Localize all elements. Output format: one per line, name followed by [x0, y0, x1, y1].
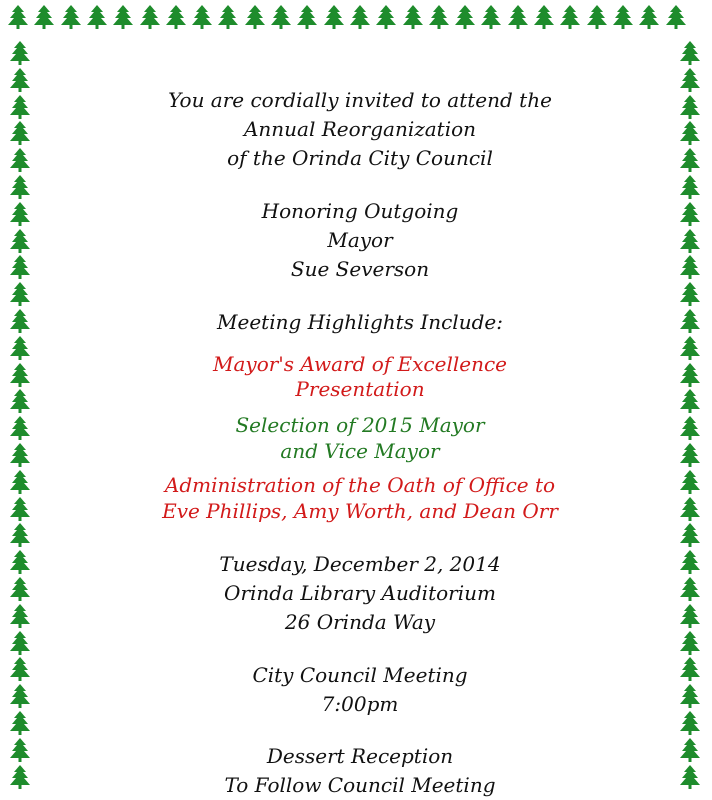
christmas-tree-icon [678, 710, 702, 736]
selection-line-2: and Vice Mayor [280, 439, 440, 463]
award-line-2: Presentation [295, 377, 425, 401]
christmas-tree-icon [8, 522, 32, 548]
christmas-tree-icon [8, 683, 32, 709]
reception-line-2: To Follow Council Meeting [224, 773, 496, 797]
christmas-tree-icon [8, 496, 32, 522]
christmas-tree-icon [678, 656, 702, 682]
oath-line-2: Eve Phillips, Amy Worth, and Dean Orr [162, 499, 558, 523]
christmas-tree-icon [427, 4, 451, 30]
christmas-tree-icon [59, 4, 83, 30]
christmas-tree-icon [8, 603, 32, 629]
christmas-tree-icon [8, 254, 32, 280]
christmas-tree-icon [269, 4, 293, 30]
christmas-tree-icon [111, 4, 135, 30]
christmas-tree-icon [558, 4, 582, 30]
event-venue: Orinda Library Auditorium [224, 581, 496, 605]
christmas-tree-icon [8, 576, 32, 602]
christmas-tree-icon [678, 120, 702, 146]
christmas-tree-icon [678, 281, 702, 307]
event-date: Tuesday, December 2, 2014 [219, 552, 501, 576]
christmas-tree-icon [8, 67, 32, 93]
meeting-time: 7:00pm [321, 692, 399, 716]
christmas-tree-icon [585, 4, 609, 30]
christmas-tree-icon [8, 40, 32, 66]
christmas-tree-icon [8, 174, 32, 200]
christmas-tree-icon [678, 254, 702, 280]
selection-line-1: Selection of 2015 Mayor [235, 413, 485, 437]
christmas-tree-icon [138, 4, 162, 30]
christmas-tree-icon [295, 4, 319, 30]
christmas-tree-icon [664, 4, 688, 30]
christmas-tree-icon [8, 442, 32, 468]
christmas-tree-icon [348, 4, 372, 30]
christmas-tree-icon [532, 4, 556, 30]
christmas-tree-icon [8, 120, 32, 146]
christmas-tree-icon [678, 40, 702, 66]
honoring-line-2: Mayor [327, 228, 393, 252]
honoring-line-1: Honoring Outgoing [261, 199, 459, 223]
christmas-tree-icon [374, 4, 398, 30]
christmas-tree-icon [678, 362, 702, 388]
christmas-tree-icon [8, 469, 32, 495]
christmas-tree-icon [678, 496, 702, 522]
christmas-tree-icon [216, 4, 240, 30]
christmas-tree-icon [506, 4, 530, 30]
christmas-tree-icon [8, 308, 32, 334]
oath-line-1: Administration of the Oath of Office to [164, 473, 556, 497]
highlights-heading: Meeting Highlights Include: [217, 310, 503, 334]
meeting-title: City Council Meeting [252, 663, 468, 687]
christmas-tree-icon [8, 764, 32, 790]
christmas-tree-icon [8, 228, 32, 254]
christmas-tree-icon [678, 201, 702, 227]
reception-line-1: Dessert Reception [266, 744, 454, 768]
intro-line-2: Annual Reorganization [243, 117, 477, 141]
christmas-tree-icon [678, 147, 702, 173]
honoring-line-3: Sue Severson [290, 257, 430, 281]
christmas-tree-icon [678, 94, 702, 120]
christmas-tree-icon [453, 4, 477, 30]
christmas-tree-icon [8, 201, 32, 227]
christmas-tree-icon [8, 737, 32, 763]
christmas-tree-icon [164, 4, 188, 30]
christmas-tree-icon [322, 4, 346, 30]
christmas-tree-icon [8, 94, 32, 120]
christmas-tree-icon [32, 4, 56, 30]
christmas-tree-icon [243, 4, 267, 30]
christmas-tree-icon [678, 174, 702, 200]
christmas-tree-icon [6, 4, 30, 30]
christmas-tree-icon [678, 603, 702, 629]
christmas-tree-icon [678, 576, 702, 602]
christmas-tree-icon [8, 656, 32, 682]
christmas-tree-icon [678, 737, 702, 763]
intro-line-3: of the Orinda City Council [227, 146, 493, 170]
christmas-tree-icon [678, 415, 702, 441]
christmas-tree-icon [678, 469, 702, 495]
christmas-tree-icon [678, 630, 702, 656]
christmas-tree-icon [678, 442, 702, 468]
christmas-tree-icon [8, 549, 32, 575]
award-line-1: Mayor's Award of Excellence [213, 352, 507, 376]
christmas-tree-icon [637, 4, 661, 30]
christmas-tree-icon [611, 4, 635, 30]
christmas-tree-icon [678, 335, 702, 361]
intro-line-1: You are cordially invited to attend the [168, 88, 552, 112]
christmas-tree-icon [479, 4, 503, 30]
christmas-tree-icon [8, 630, 32, 656]
christmas-tree-icon [8, 147, 32, 173]
christmas-tree-icon [85, 4, 109, 30]
christmas-tree-icon [678, 764, 702, 790]
christmas-tree-icon [8, 388, 32, 414]
christmas-tree-icon [8, 362, 32, 388]
christmas-tree-icon [678, 522, 702, 548]
event-address: 26 Orinda Way [284, 610, 436, 634]
christmas-tree-icon [401, 4, 425, 30]
christmas-tree-icon [190, 4, 214, 30]
christmas-tree-icon [678, 228, 702, 254]
christmas-tree-icon [8, 710, 32, 736]
christmas-tree-icon [678, 308, 702, 334]
christmas-tree-icon [8, 415, 32, 441]
christmas-tree-icon [8, 281, 32, 307]
christmas-tree-icon [678, 549, 702, 575]
christmas-tree-icon [8, 335, 32, 361]
christmas-tree-icon [678, 67, 702, 93]
christmas-tree-icon [678, 388, 702, 414]
christmas-tree-icon [678, 683, 702, 709]
